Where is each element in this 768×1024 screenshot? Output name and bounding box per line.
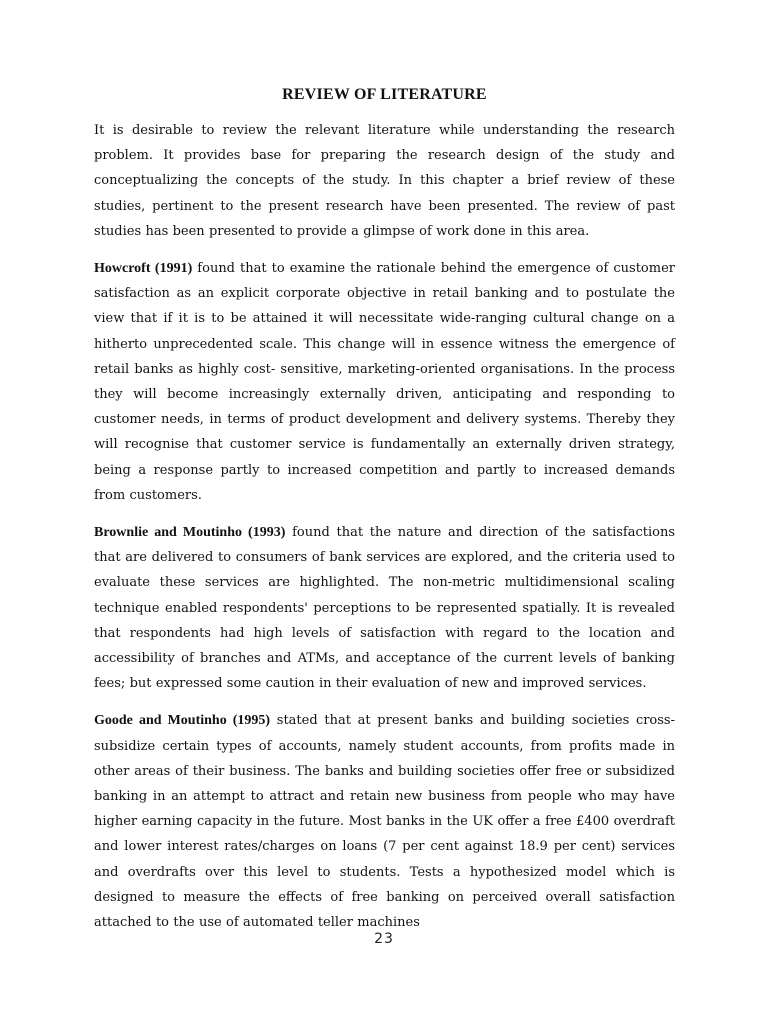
paragraph-text: found that the nature and direction of the satisfactions that are delivered to consumers of bank services are explored, and the criteria used to evaluate these services are highlighted. The non-metric multidimensional scaling technique enabled respondents' perceptions to be represented spatially. It is revealed that respondents had high levels of satisfaction with regard to the location and accessibility of branches and ATMs, and acceptance of the current levels of banking fees; but expressed some caution in their evaluation of new and improved services.	[94, 525, 675, 692]
page-number: 23	[374, 931, 394, 947]
citation-brownlie-moutinho: Brownlie and Moutinho (1993)	[94, 525, 286, 541]
citation-howcroft: Howcroft (1991)	[94, 261, 193, 277]
review-paragraph-goode	[94, 708, 675, 935]
paragraph-text: stated that at present banks and building societies cross-subsidize certain types of accounts, namely student accounts, from profits made in other areas of their business. The banks and building societies offer free or subsidized banking in an attempt to attract and retain new business from people who may have higher earning capacity in the future. Most banks in the UK offer a free £400 overdraft and lower interest rates/charges on loans (7 per cent against 18.9 per cent) services and overdrafts over this level to students. Tests a hypothesized model which is designed to measure the effects of free banking on perceived overall satisfaction attached to the use of automated teller machines	[94, 713, 675, 931]
page-title: REVIEW OF LITERATURE	[282, 86, 487, 103]
document-page	[94, 86, 675, 947]
citation-goode-moutinho: Goode and Moutinho (1995)	[94, 713, 271, 729]
review-paragraph-howcroft	[94, 256, 675, 508]
intro-paragraph: It is desirable to review the relevant literature while understanding the research problem. It provides base for preparing the research design of the study and conceptualizing the concepts of the study. In this chapter a brief review of these studies, pertinent to the present research have been presented. The review of past studies has been presented to provide a glimpse of work done in this area.	[94, 123, 675, 239]
paragraph-text: found that to examine the rationale behind the emergence of customer satisfaction as an explicit corporate objective in retail banking and to postulate the view that if it is to be attained it will necessitate wide-ranging cultural change on a hitherto unprecedented scale. This change will in essence witness the emergence of retail banks as highly cost- sensitive, marketing-oriented organisations. In the process they will become increasingly externally driven, anticipating and responding to customer needs, in terms of product development and delivery systems. Thereby they will recognise that customer service is fundamentally an externally driven strategy, being a response partly to increased competition and partly to increased demands from customers.	[94, 261, 675, 503]
review-paragraph-brownlie	[94, 520, 675, 696]
